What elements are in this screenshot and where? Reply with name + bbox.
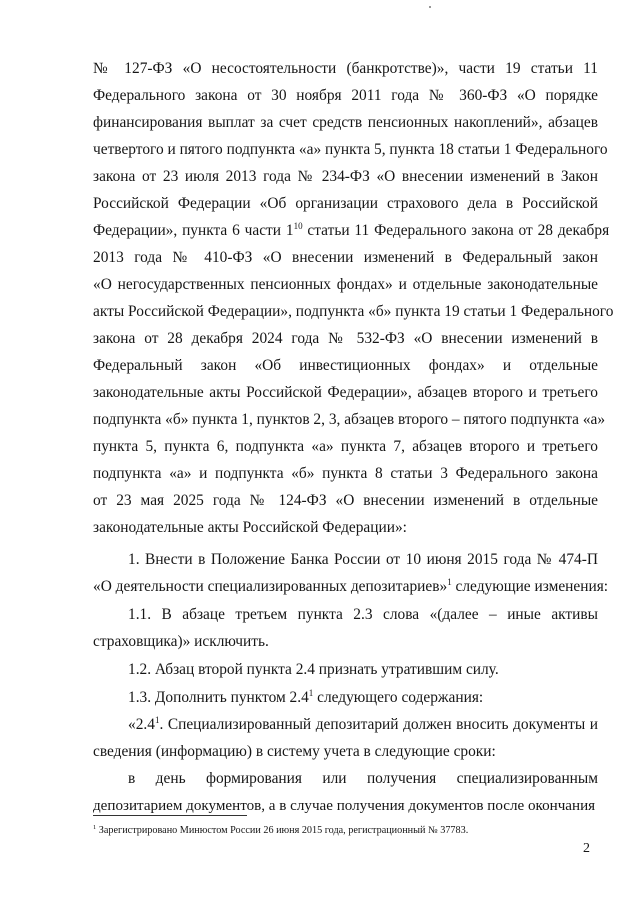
text-line <box>93 219 610 243</box>
footnote-reference: 1 <box>447 577 452 587</box>
new-clause-line-1 <box>128 713 598 737</box>
text-line: подпунктa «б» пункта 1, пунктов 2, 3, абзацев второго – пятого подпункта «а» <box>93 411 606 428</box>
text-line: Федеральный закон «Об инвестиционных фондах» и отдельные <box>93 357 598 374</box>
item-1-line-2 <box>93 575 609 599</box>
footnote-text: Зарегистрировано Минюстом России 26 июня 2015 года, регистрационный № 37783. <box>96 825 469 836</box>
text-segment: «2.4 <box>128 716 155 733</box>
new-clause-line-3: в день формирования или получения специализированным <box>128 770 598 787</box>
text-line: пункта 5, пункта 6, подпункта «а» пункта 7, абзацев второго и третьего <box>93 438 598 455</box>
text-segment: статьи 11 Федерального закона от 28 декабря <box>302 222 610 239</box>
text-line: Федерального закона от 30 ноября 2011 года № 360-ФЗ «О порядке <box>93 87 598 104</box>
new-clause-line-4: депозитарием документов, а в случае получения документов после окончания <box>93 798 596 814</box>
text-line: № 127-ФЗ «О несостоятельности (банкротстве)», части 19 статьи 11 <box>93 60 598 77</box>
scan-speck <box>429 6 431 8</box>
text-segment: Федерации», пункта 6 части 1 <box>93 222 294 239</box>
footnote <box>93 824 598 838</box>
text-segment: «О деятельности специализированных депозитариев» <box>93 578 448 595</box>
new-clause-line-2: сведения (информацию) в систему учета в следующие сроки: <box>93 743 496 760</box>
item-1-3 <box>128 686 598 710</box>
text-line: финансирования выплат за счет средств пенсионных накоплений», абзацев <box>93 114 598 131</box>
superscript: 10 <box>293 221 303 231</box>
text-segment: следующие изменения: <box>451 578 609 595</box>
text-line: «О негосударственных пенсионных фондах» и отдельные законодательные <box>93 276 598 293</box>
footnote-divider <box>93 815 247 816</box>
page-number: 2 <box>583 841 590 856</box>
text-line: Российской Федерации «Об организации страхового дела в Российской <box>93 195 598 212</box>
item-1-1-line-2: страховщика)» исключить. <box>93 633 269 650</box>
text-line: четвертого и пятого подпункта «а» пункта 5, пункта 18 статьи 1 Федерального <box>93 141 608 158</box>
text-line: подпункта «а» и подпункта «б» пункта 8 статьи 3 Федерального закона <box>93 465 598 482</box>
text-line: законодательные акты Российской Федерации», абзацев второго и третьего <box>93 384 598 401</box>
text-segment: 1.3. Дополнить пунктом 2.4 <box>128 689 309 706</box>
text-line: акты Российской Федерации», подпункта «б» пункта 19 статьи 1 Федерального <box>93 303 614 320</box>
superscript: 1 <box>308 688 314 698</box>
text-segment: следующего содержания: <box>313 689 484 706</box>
text-segment: . Специализированный депозитарий должен вносить документы и <box>159 716 598 733</box>
text-line: от 23 мая 2025 года № 124-ФЗ «О внесении изменений в отдельные <box>93 492 598 509</box>
footnote-mark: 1 <box>93 824 97 831</box>
item-1-line-1: 1. Внести в Положение Банка России от 10 июня 2015 года № 474-П <box>128 551 598 568</box>
text-line: законодательные акты Российской Федерации»: <box>93 519 407 536</box>
item-1-1-line-1: 1.1. В абзаце третьем пункта 2.3 слова «(далее – иные активы <box>128 606 598 623</box>
item-1-2: 1.2. Абзац второй пункта 2.4 признать утратившим силу. <box>128 661 499 678</box>
text-line: закона от 23 июля 2013 года № 234-ФЗ «О внесении изменений в Закон <box>93 168 598 185</box>
superscript: 1 <box>154 715 160 725</box>
text-line: 2013 года № 410-ФЗ «О внесении изменений в Федеральный закон <box>93 249 598 266</box>
text-line: закона от 28 декабря 2024 года № 532-ФЗ «О внесении изменений в <box>93 330 598 347</box>
